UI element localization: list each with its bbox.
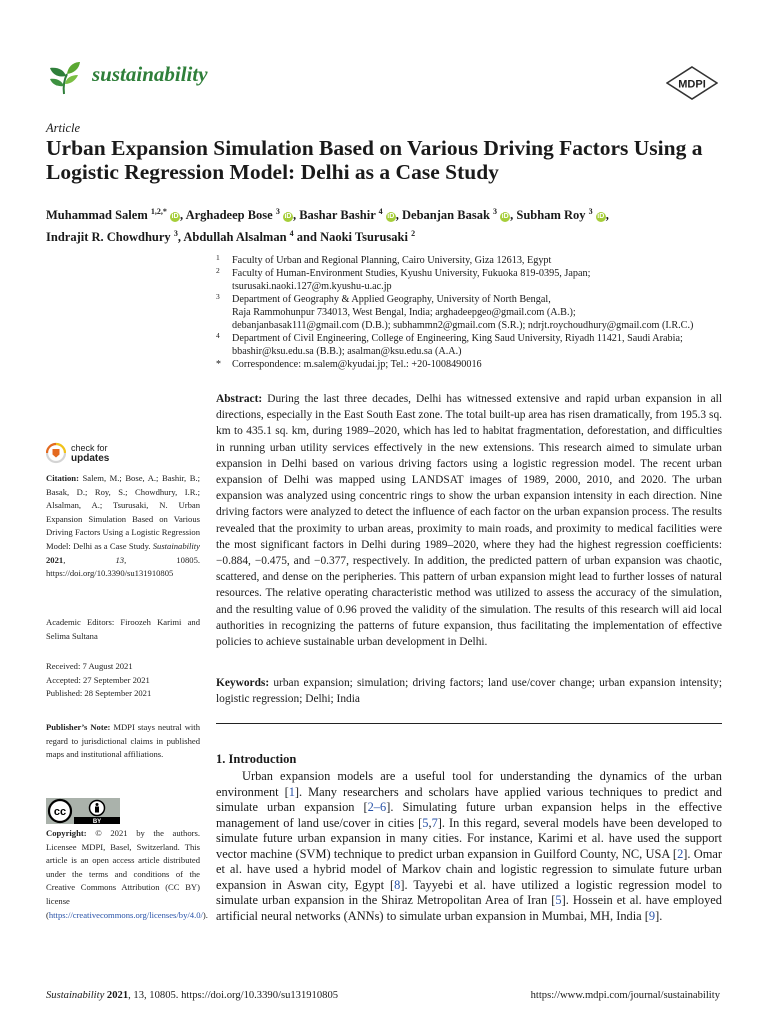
copyright-end: ).	[202, 909, 208, 920]
check-for-updates-button[interactable]	[46, 442, 166, 468]
intro-text: ]. In this regard, several models have been developed to simulate future urban expansion in many cities. For instance, Karimi et al. have used the support vector machine (SVM) technique to predict urban expansion in Guilford County, NC, USA [	[216, 815, 723, 861]
cc-by-license-icon[interactable]	[46, 798, 120, 824]
affiliation-line: Faculty of Human-Environment Studies, Kyushu University, Fukuoka 819-0395, Japan;	[232, 268, 591, 279]
keywords	[216, 675, 722, 707]
orcid-icon[interactable]: iD	[171, 213, 179, 221]
footer-journal-url[interactable]: https://www.mdpi.com/journal/sustainability	[530, 990, 720, 1001]
author-separator: ,	[292, 208, 300, 223]
affiliation-number: 1	[216, 253, 220, 262]
section-divider	[216, 723, 722, 724]
received-date: Received: 7 August 2021	[46, 661, 133, 671]
citation-doi[interactable]: 10805. https://doi.org/10.3390/su131910805	[46, 554, 201, 579]
affiliation-line: tsurusaki.naoki.127@m.kyushu-u.ac.jp	[232, 281, 392, 292]
affiliation-line: Department of Geography & Applied Geography, University of North Bengal,	[232, 294, 551, 305]
author-affiliation-marker: 3	[275, 207, 280, 216]
author-affiliation-marker: 4	[289, 228, 294, 238]
intro-text: Urban expansion models are a useful tool for understanding the dynamics of the urban environment [	[216, 769, 722, 799]
svg-text:cc: cc	[53, 806, 67, 818]
abstract-label: Abstract:	[216, 393, 263, 405]
author-separator: and	[293, 229, 321, 244]
author-affiliation-marker: 3	[173, 228, 178, 238]
author-separator: ,	[395, 208, 403, 223]
author-name: Bashar Bashir	[299, 208, 379, 223]
publisher-name: MDPI	[678, 78, 706, 91]
author-name: Muhammad Salem	[46, 208, 151, 223]
article-title: Urban Expansion Simulation Based on Various Driving Factors Using a Logistic Regression Model: Delhi as a Case Study	[46, 136, 703, 184]
author-affiliation-marker: 2	[411, 228, 416, 238]
author-list	[46, 203, 726, 246]
intro-text: ]. Many researchers and scholars have applied various techniques to predict and simulate urban expansion [	[216, 784, 722, 814]
abstract-text: During the last three decades, Delhi has witnessed extensive and rapid urban expansion in all directions, especially in the East South East zone. The total built-up area has risen dramatically, from 195.3 sq. km to 435.1 sq. km, during 1989–2020, which has led to habitat fragmentation, deforestation, and difficulties in running urban utility services effectively in the new extensions. This research aimed to simulate urban expansion in Delhi based on various driving factors using a logistic regression model. The recent urban expansion of Delhi was mapped using LANDSAT images of 1989, 2000, 2010, and 2020. The urban expansion was analyzed using concentric rings to show the urban expansion intensity in each direction. Nine driving factors were analyzed to detect the influence of each factor on the urban expansion process. The results revealed that the proximity to urban areas, proximity to main roads, and proximity to medical facilities were the most significant factors in Delhi during 1989–2020, where they had the highest regression coefficients: −0.884, −0.475, and −0.377, respectively. In addition, the predicted pattern of urban expansion was chaotic, scattered, and dense on the peripheries. This pattern of urban expansion might lead to further losses of natural resources. The relative operating characteristic method was utilized to assess the accuracy of the simulation, and the resulting value of 0.96 proved the validity of the simulation. The results of this research will aid local authorities in recognizing the patterns of future expansion, thus facilitating the implementation of effective policies to achieve sustainable urban development in Delhi.	[216, 393, 722, 649]
citation-label: Citation:	[46, 473, 79, 483]
author-separator: ,	[510, 208, 517, 223]
affiliation-number: 3	[216, 292, 220, 301]
citation-year: 2021	[46, 554, 64, 565]
affiliation-line: debanjanbasak111@gmail.com (D.B.); subhammn2@gmail.com (S.R.); ndrjt.roychoudhury@gmail.com (I.R.C.)	[232, 320, 694, 331]
affiliation-item	[216, 267, 736, 293]
author-affiliation-marker: 3	[588, 207, 593, 216]
affiliation-line: Raja Rammohunpur 734013, West Bengal, India; arghadeepgeo@gmail.com (A.B.);	[232, 307, 576, 318]
reference-link[interactable]: 2–6	[367, 800, 387, 814]
citation-block: Citation: Salem, M.; Bose, A.; Bashir, B.; Basak, D.; Roy, S.; Chowdhury, I.R.; Alsalman, A.; Tsurusaki, N. Urban Expansion Simulation Based on Various Driving Factors Using a Logistic Regression Model: Delhi as a Case Study. Sustainability 2021, 13, 10805. https://doi.org/10.3390/su131910805	[46, 473, 201, 579]
author-affiliation-marker: 3	[493, 207, 498, 216]
author-name: Subham Roy	[516, 208, 589, 223]
affiliation-number: 2	[216, 266, 220, 275]
introduction-paragraph	[216, 769, 722, 924]
affiliation-line: Correspondence: m.salem@kyudai.jp; Tel.: +20-1008490016	[232, 359, 482, 370]
author-affiliation-marker: 4	[378, 207, 383, 216]
journal-logo-icon	[44, 58, 84, 98]
accepted-date: Accepted: 27 September 2021	[46, 674, 150, 685]
footer-year: 2021	[106, 990, 129, 1001]
affiliation-item	[216, 254, 736, 267]
affiliation-line: Department of Civil Engineering, College of Engineering, King Saud University, Riyadh 11421, Saudi Arabia;	[232, 333, 683, 344]
citation-text: Salem, M.; Bose, A.; Bashir, B.; Basak, D.; Roy, S.; Chowdhury, I.R.; Alsalman, A.; Tsurusaki, N. Urban Expansion Simulation Based on Various Driving Factors Using a Logistic Regression Model: Delhi as a Case Study.	[46, 473, 200, 551]
citation-journal: Sustainability	[152, 540, 200, 551]
copyright-notice	[46, 827, 208, 922]
reference-link[interactable]: 1	[288, 784, 295, 799]
author-separator: ,	[177, 229, 184, 244]
reference-link[interactable]: 5	[555, 893, 562, 907]
affiliation-number: *	[216, 359, 221, 370]
affiliation-item	[216, 293, 736, 332]
journal-name: sustainability	[92, 62, 208, 86]
intro-text: ]. Omar et al. have used a hybrid model of Markov chain and logistic regression to simulate future urban expansion in Aswan city, Egypt [	[216, 846, 722, 892]
reference-link[interactable]: 5	[422, 815, 429, 830]
reference-link[interactable]: 9	[648, 908, 656, 923]
intro-text: ].	[655, 908, 663, 923]
affiliations	[216, 254, 736, 371]
footer-doi[interactable]: , 13, 10805. https://doi.org/10.3390/su131910805	[128, 990, 339, 1001]
author-name: Indrajit R. Chowdhury	[46, 229, 174, 244]
editors-text: Academic Editors: Firoozeh Karimi and Selima Sultana	[46, 617, 200, 641]
affiliation-item	[216, 358, 736, 371]
affiliation-item	[216, 332, 736, 358]
affiliation-line: Faculty of Urban and Regional Planning, Cairo University, Giza 12613, Egypt	[232, 255, 552, 266]
intro-text: ]. Tayyebi et al. have utilized a logistic regression model to simulate urban expansion in the Shiraz Metropolitan Area of Iran [	[216, 877, 722, 907]
author-separator: ,	[180, 208, 186, 223]
orcid-icon[interactable]: iD	[284, 213, 292, 221]
keywords-label: Keywords:	[216, 677, 270, 689]
publication-dates	[46, 660, 200, 701]
cc-by-label: BY	[92, 819, 102, 824]
footer-citation	[46, 990, 338, 1001]
keywords-text: urban expansion; simulation; driving factors; land use/cover change; urban expansion intensity; logistic regression; Delhi; India	[216, 677, 722, 706]
intro-text: ]. Simulating future urban expansion helps in the effective management of land use/cover in cities [	[216, 800, 722, 830]
copyright-text: © 2021 by the authors. Licensee MDPI, Basel, Switzerland. This article is an open access article distributed under the terms and conditions of the Creative Commons Attribution (CC BY) license (	[46, 828, 200, 920]
reference-link[interactable]: 7	[431, 815, 438, 830]
author-name: Abdullah Alsalman	[183, 229, 290, 244]
section-heading-introduction: 1. Introduction	[216, 752, 297, 766]
publisher-note-label: Publisher’s Note:	[46, 722, 111, 732]
check-updates-line2: updates	[71, 453, 110, 464]
check-updates-icon	[46, 442, 66, 464]
published-date: Published: 28 September 2021	[46, 688, 152, 699]
license-link[interactable]: https://creativecommons.org/licenses/by/4.0/	[48, 909, 203, 920]
footer-journal: Sustainability	[46, 990, 105, 1001]
copyright-label: Copyright:	[46, 828, 87, 838]
publisher-note	[46, 721, 200, 762]
article-type: Article	[46, 121, 81, 135]
author-affiliation-marker: 1,2,*	[150, 207, 167, 216]
intro-text: ]. Hossein et al. have employed artificial neural networks (ANNs) to simulate urban expansion in Mumbai, MH, India [	[216, 893, 722, 923]
academic-editors	[46, 616, 200, 643]
author-name: Debanjan Basak	[402, 208, 494, 223]
abstract	[216, 391, 722, 650]
author-name: Naoki Tsurusaki	[320, 229, 412, 244]
reference-link[interactable]: 2	[677, 846, 684, 861]
check-updates-line1: check for	[71, 443, 108, 453]
citation-volume: 13	[115, 554, 125, 565]
mdpi-logo-icon	[666, 66, 718, 100]
author-separator: ,	[605, 208, 609, 223]
orcid-icon[interactable]: iD	[501, 213, 509, 221]
orcid-icon[interactable]: iD	[387, 213, 395, 221]
publisher-note-text: MDPI stays neutral with regard to jurisdictional claims in published maps and institutional affiliations.	[46, 722, 200, 760]
affiliation-number: 4	[216, 331, 220, 340]
intro-text: ,	[428, 815, 432, 830]
author-name: Arghadeep Bose	[185, 208, 276, 223]
orcid-icon[interactable]: iD	[597, 213, 605, 221]
reference-link[interactable]: 8	[394, 877, 401, 892]
affiliation-line: bbashir@ksu.edu.sa (B.B.); asalman@ksu.edu.sa (A.A.)	[232, 346, 462, 357]
